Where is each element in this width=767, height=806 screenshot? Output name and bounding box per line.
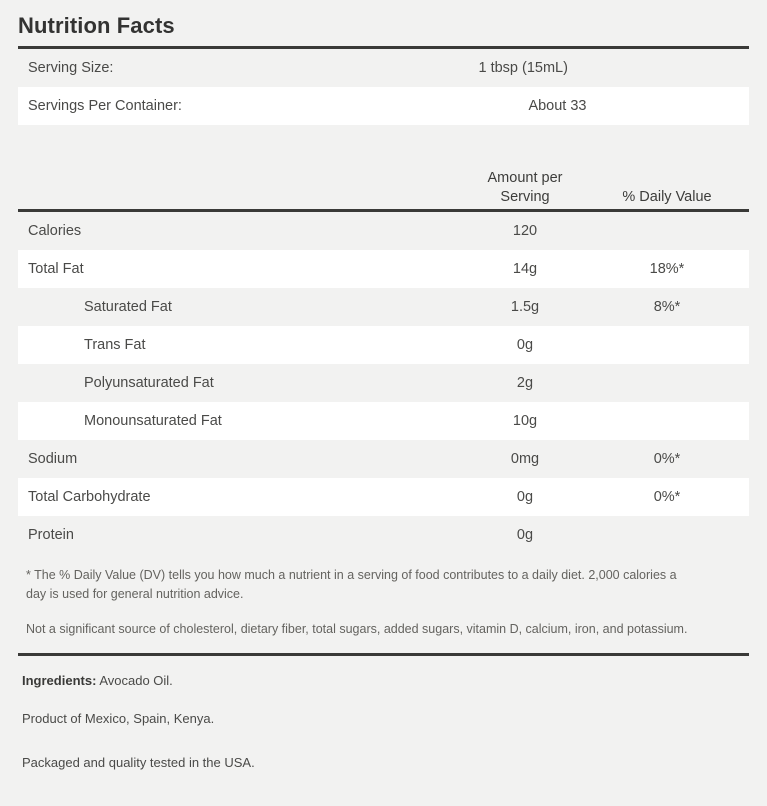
table-row — [18, 250, 749, 288]
title-block — [0, 0, 767, 40]
page-title: Nutrition Facts — [18, 13, 175, 38]
ingredients-label: Ingredients: — [22, 673, 97, 688]
table-row — [18, 49, 749, 87]
nutrient-name: Calories — [28, 223, 82, 239]
nutrient-amount: 120 — [512, 223, 538, 239]
table-row — [18, 478, 749, 516]
nutrient-name: Trans Fat — [84, 337, 146, 353]
servings-per-container-value: About 33 — [528, 98, 587, 114]
ingredients-line — [22, 672, 745, 690]
amount-per-serving-header-line2: Serving — [500, 189, 550, 205]
nutrient-name: Total Carbohydrate — [28, 489, 151, 505]
nutrient-table — [18, 212, 749, 554]
daily-value-footnote: * The % Daily Value (DV) tells you how much a nutrient in a serving of food contributes to a daily diet. 2,000 calories a day is used for general nutrition advice. — [26, 568, 677, 601]
nutrient-daily-value: 0%* — [653, 451, 681, 467]
nutrient-name: Saturated Fat — [84, 299, 172, 315]
nutrient-daily-value: 0%* — [653, 489, 681, 505]
product-origin-line: Product of Mexico, Spain, Kenya. — [22, 711, 215, 726]
nutrient-name: Total Fat — [28, 261, 84, 277]
serving-info-table — [18, 49, 749, 125]
table-row — [18, 288, 749, 326]
footnotes-block — [18, 554, 749, 647]
table-row — [18, 516, 749, 554]
nutrient-name: Monounsaturated Fat — [84, 413, 222, 429]
nutrient-amount: 0g — [516, 489, 534, 505]
table-row — [18, 402, 749, 440]
table-row — [18, 364, 749, 402]
nutrient-amount: 14g — [512, 261, 538, 277]
nutrient-name: Protein — [28, 527, 74, 543]
nutrient-amount: 0g — [516, 527, 534, 543]
amount-per-serving-header — [455, 169, 595, 209]
servings-per-container-label: Servings Per Container: — [28, 98, 182, 114]
packaging-line: Packaged and quality tested in the USA. — [22, 755, 255, 770]
ingredients-block — [18, 656, 749, 772]
nutrient-amount: 0mg — [510, 451, 540, 467]
table-row — [18, 87, 749, 125]
daily-value-header: % Daily Value — [622, 189, 712, 205]
nutrient-daily-value: 18%* — [649, 261, 685, 277]
table-row — [18, 326, 749, 364]
table-row — [18, 212, 749, 250]
ingredients-value: Avocado Oil. — [99, 673, 173, 688]
nutrient-name: Sodium — [28, 451, 78, 467]
nutrient-amount: 0g — [516, 337, 534, 353]
nutrient-amount: 10g — [512, 413, 538, 429]
serving-size-label: Serving Size: — [28, 60, 114, 76]
nutrient-amount: 2g — [516, 375, 534, 391]
serving-size-value: 1 tbsp (15mL) — [478, 60, 568, 76]
not-significant-source-footnote: Not a significant source of cholesterol, dietary fiber, total sugars, added sugars, vitamin D, calcium, iron, and potassium. — [26, 622, 688, 636]
section-gap — [0, 125, 767, 153]
nutrient-column-headers — [18, 153, 749, 209]
nutrient-name: Polyunsaturated Fat — [84, 375, 214, 391]
amount-per-serving-header-line1: Amount per — [487, 170, 563, 186]
table-row — [18, 440, 749, 478]
nutrient-amount: 1.5g — [510, 299, 540, 315]
nutrient-daily-value: 8%* — [653, 299, 681, 315]
